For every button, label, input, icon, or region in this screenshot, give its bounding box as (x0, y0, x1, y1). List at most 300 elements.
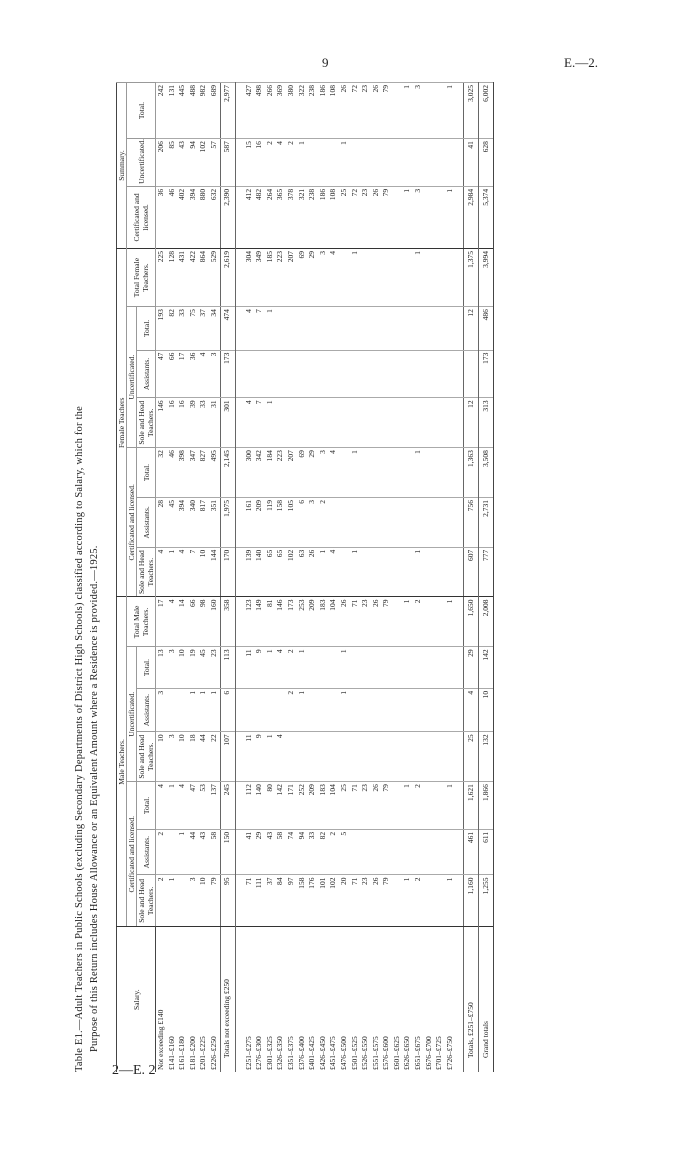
summary-uncert-header: Uncertificated. (127, 139, 156, 187)
value-cell: 123 (244, 597, 255, 647)
value-cell (445, 350, 456, 398)
value-cell: 112 (244, 782, 255, 830)
value-cell: 146 (275, 597, 286, 647)
value-cell: 79 (381, 875, 392, 927)
table-row (244, 83, 255, 1073)
value-cell: 1 (188, 688, 199, 732)
table-row (445, 83, 456, 1073)
value-cell: 47 (156, 350, 167, 398)
value-cell: 53 (198, 782, 209, 830)
value-cell: 186 (318, 83, 329, 139)
value-cell (413, 497, 424, 547)
value-cell (318, 398, 329, 448)
value-cell: 44 (198, 732, 209, 782)
value-cell: 756 (464, 497, 479, 547)
value-cell: 4 (198, 350, 209, 398)
value-cell (413, 829, 424, 875)
value-cell: 23 (360, 782, 371, 830)
value-cell: 1,866 (479, 782, 494, 830)
value-cell: 23 (360, 186, 371, 248)
value-cell: 26 (339, 597, 350, 647)
table-row (318, 83, 329, 1073)
value-cell (350, 350, 361, 398)
salary-cell: £351–£375 (286, 927, 297, 1072)
value-cell: 1 (318, 547, 329, 597)
table-row (360, 83, 371, 1073)
value-cell: 4 (244, 398, 255, 448)
value-cell: 66 (167, 350, 178, 398)
value-cell: 498 (254, 83, 265, 139)
value-cell: 173 (286, 597, 297, 647)
value-cell (177, 688, 188, 732)
value-cell: 23 (209, 647, 220, 688)
value-cell: 10 (156, 732, 167, 782)
value-cell: 6,002 (479, 83, 494, 139)
value-cell (392, 547, 403, 597)
value-cell: 300 (244, 448, 255, 498)
table-row (275, 83, 286, 1073)
value-cell: 46 (167, 186, 178, 248)
value-cell: 23 (360, 83, 371, 139)
value-cell: 128 (167, 249, 178, 307)
value-cell (371, 688, 382, 732)
value-cell (339, 732, 350, 782)
value-cell: 69 (297, 448, 308, 498)
value-cell (402, 448, 413, 498)
value-cell (434, 597, 445, 647)
value-cell (402, 829, 413, 875)
value-cell: 140 (254, 782, 265, 830)
salary-cell: £551–£575 (371, 927, 382, 1072)
value-cell: 7 (254, 307, 265, 351)
female-cert-total-header: Total. (137, 448, 156, 498)
value-cell (254, 688, 265, 732)
value-cell: 1 (297, 647, 308, 688)
value-cell: 10 (479, 688, 494, 732)
value-cell: 1 (445, 186, 456, 248)
value-cell: 171 (286, 782, 297, 830)
value-cell (424, 732, 435, 782)
value-cell (339, 497, 350, 547)
value-cell: 486 (479, 307, 494, 351)
value-cell (381, 688, 392, 732)
value-cell: 322 (297, 83, 308, 139)
male-teachers-header: Male Teachers. (117, 597, 127, 927)
value-cell (445, 829, 456, 875)
value-cell: 23 (360, 597, 371, 647)
value-cell: 25 (464, 732, 479, 782)
value-cell: 427 (244, 83, 255, 139)
value-cell (318, 307, 329, 351)
value-cell (167, 688, 178, 732)
value-cell: 529 (209, 249, 220, 307)
value-cell: 137 (209, 782, 220, 830)
salary-cell: £576–£600 (381, 927, 392, 1072)
value-cell: 1 (402, 782, 413, 830)
value-cell: 4 (244, 307, 255, 351)
value-cell: 33 (307, 829, 318, 875)
value-cell: 10 (177, 732, 188, 782)
page-number: 9 (322, 55, 329, 70)
value-cell (328, 398, 339, 448)
spacer-cell (455, 647, 464, 688)
value-cell: 7 (188, 547, 199, 597)
value-cell: 2 (156, 875, 167, 927)
value-cell: 10 (177, 647, 188, 688)
value-cell: 982 (198, 83, 209, 139)
value-cell (434, 350, 445, 398)
value-cell (381, 307, 392, 351)
value-cell: 369 (275, 83, 286, 139)
value-cell (381, 350, 392, 398)
spacer-cell (455, 927, 464, 1072)
value-cell: 5,374 (479, 186, 494, 248)
male-cert-total-header: Total. (137, 782, 156, 830)
value-cell (286, 350, 297, 398)
value-cell: 97 (286, 875, 297, 927)
value-cell: 628 (479, 139, 494, 187)
value-cell: 2 (413, 782, 424, 830)
value-cell (434, 782, 445, 830)
spacer-cell (455, 139, 464, 187)
title-line-2: Purpose of this Return includes House Allowance or an Equivalent Amount where a Residence is provided.—1925. (89, 545, 100, 1052)
value-cell: 98 (198, 597, 209, 647)
value-cell: 108 (328, 186, 339, 248)
value-cell (371, 497, 382, 547)
value-cell (286, 732, 297, 782)
value-cell: 380 (286, 83, 297, 139)
value-cell: 94 (188, 139, 199, 187)
spacer-cell (235, 307, 244, 351)
value-cell: 304 (244, 249, 255, 307)
value-cell: 1,375 (464, 249, 479, 307)
value-cell: 2 (286, 688, 297, 732)
footer-code: 2—E. 2 (112, 1063, 156, 1078)
value-cell: 10 (198, 875, 209, 927)
spacer-cell (235, 448, 244, 498)
value-cell (307, 350, 318, 398)
totals-row (464, 83, 479, 1073)
value-cell (445, 497, 456, 547)
salary-cell: £401–£425 (307, 927, 318, 1072)
value-cell: 26 (371, 782, 382, 830)
value-cell: 351 (209, 497, 220, 547)
value-cell (360, 732, 371, 782)
value-cell: 1 (297, 139, 308, 187)
value-cell: 2,008 (479, 597, 494, 647)
value-cell (424, 547, 435, 597)
value-cell: 7 (254, 398, 265, 448)
value-cell: 1 (413, 547, 424, 597)
value-cell (402, 398, 413, 448)
value-cell: 1 (167, 782, 178, 830)
salary-cell: £161–£180 (177, 927, 188, 1072)
value-cell: 1 (350, 547, 361, 597)
value-cell: 26 (339, 83, 350, 139)
value-cell: 17 (177, 350, 188, 398)
spacer-cell (235, 547, 244, 597)
value-cell (328, 647, 339, 688)
value-cell: 71 (350, 875, 361, 927)
value-cell (392, 139, 403, 187)
value-cell (177, 875, 188, 927)
value-cell: 3 (413, 83, 424, 139)
value-cell: 75 (188, 307, 199, 351)
value-cell (434, 249, 445, 307)
value-cell: 26 (371, 83, 382, 139)
value-cell (371, 829, 382, 875)
spacer-cell (235, 927, 244, 1072)
salary-cell: £601–£625 (392, 927, 403, 1072)
value-cell: 402 (177, 186, 188, 248)
table-row (424, 83, 435, 1073)
salary-cell: £326–£350 (275, 927, 286, 1072)
value-cell: 26 (307, 547, 318, 597)
value-cell: 36 (156, 186, 167, 248)
value-cell: 74 (286, 829, 297, 875)
value-cell: 365 (275, 186, 286, 248)
value-cell: 9 (254, 647, 265, 688)
value-cell (318, 647, 329, 688)
value-cell: 3,508 (479, 448, 494, 498)
value-cell (392, 249, 403, 307)
value-cell: 2,145 (220, 448, 235, 498)
value-cell (275, 688, 286, 732)
total-female-header: Total Female Teachers. (127, 249, 156, 307)
value-cell: 72 (350, 83, 361, 139)
value-cell: 158 (275, 497, 286, 547)
value-cell: 43 (198, 829, 209, 875)
value-cell: 31 (209, 398, 220, 448)
value-cell: 102 (328, 875, 339, 927)
table-row (434, 83, 445, 1073)
value-cell (328, 307, 339, 351)
value-cell (286, 307, 297, 351)
value-cell (424, 448, 435, 498)
value-cell: 183 (318, 782, 329, 830)
value-cell (275, 350, 286, 398)
value-cell: 340 (188, 497, 199, 547)
spacer-cell (455, 350, 464, 398)
table-title (72, 82, 102, 1072)
value-cell (445, 547, 456, 597)
value-cell: 71 (350, 597, 361, 647)
value-cell: 358 (220, 597, 235, 647)
value-cell (434, 186, 445, 248)
value-cell: 1 (167, 875, 178, 927)
value-cell (402, 688, 413, 732)
value-cell (413, 139, 424, 187)
female-cert-header: Certificated and licensed. (127, 448, 137, 597)
value-cell (413, 688, 424, 732)
value-cell (381, 448, 392, 498)
value-cell (434, 398, 445, 448)
value-cell (371, 398, 382, 448)
table-row (156, 83, 167, 1073)
value-cell: 349 (254, 249, 265, 307)
value-cell: 1 (209, 688, 220, 732)
table-body (156, 83, 494, 1073)
value-cell: 5 (339, 829, 350, 875)
value-cell (445, 448, 456, 498)
value-cell: 1,621 (464, 782, 479, 830)
value-cell: 3 (188, 875, 199, 927)
value-cell: 266 (265, 83, 276, 139)
value-cell: 71 (350, 782, 361, 830)
value-cell: 880 (198, 186, 209, 248)
salary-cell: £426–£450 (318, 927, 329, 1072)
value-cell: 43 (177, 139, 188, 187)
value-cell: 3 (167, 732, 178, 782)
spacer-cell (455, 782, 464, 830)
value-cell (424, 829, 435, 875)
spacer-cell (455, 83, 464, 139)
spacer-cell (235, 83, 244, 139)
value-cell (392, 186, 403, 248)
value-cell (265, 688, 276, 732)
value-cell: 394 (177, 497, 188, 547)
value-cell (413, 398, 424, 448)
value-cell (360, 647, 371, 688)
value-cell: 65 (265, 547, 276, 597)
value-cell: 4 (275, 732, 286, 782)
value-cell: 15 (244, 139, 255, 187)
table-row (265, 83, 276, 1073)
value-cell (424, 688, 435, 732)
value-cell: 12 (464, 307, 479, 351)
value-cell (392, 398, 403, 448)
value-cell (392, 782, 403, 830)
value-cell: 245 (220, 782, 235, 830)
value-cell (424, 782, 435, 830)
value-cell: 139 (244, 547, 255, 597)
value-cell (360, 497, 371, 547)
value-cell: 102 (198, 139, 209, 187)
value-cell (265, 350, 276, 398)
salary-cell: Not exceeding £140 (156, 927, 167, 1072)
spacer-row (455, 83, 464, 1073)
value-cell: 422 (188, 249, 199, 307)
value-cell (434, 139, 445, 187)
value-cell (275, 398, 286, 448)
salary-cell: £201–£225 (198, 927, 209, 1072)
value-cell: 2 (265, 139, 276, 187)
spacer-cell (455, 307, 464, 351)
salary-cell: £376–£400 (297, 927, 308, 1072)
table-row (381, 83, 392, 1073)
salary-cell: Totals not exceeding £250 (220, 927, 235, 1072)
value-cell: 4 (167, 597, 178, 647)
value-cell: 33 (198, 398, 209, 448)
table-row (307, 83, 318, 1073)
female-cert-sole-header: Sole and Head Teachers. (137, 547, 156, 597)
value-cell: 225 (156, 249, 167, 307)
value-cell: 108 (328, 83, 339, 139)
value-cell: 26 (371, 186, 382, 248)
value-cell: 238 (307, 186, 318, 248)
value-cell (445, 398, 456, 448)
value-cell (381, 829, 392, 875)
value-cell: 140 (254, 547, 265, 597)
value-cell: 1,255 (479, 875, 494, 927)
male-uncert-sole-header: Sole and Head Teachers. (137, 732, 156, 782)
value-cell: 1,650 (464, 597, 479, 647)
value-cell (318, 139, 329, 187)
value-cell: 4 (177, 547, 188, 597)
value-cell: 22 (209, 732, 220, 782)
value-cell: 1 (265, 398, 276, 448)
value-cell: 3 (209, 350, 220, 398)
summary-cert-header: Certificated and licensed. (127, 186, 156, 248)
value-cell: 1 (167, 547, 178, 597)
value-cell: 488 (188, 83, 199, 139)
spacer-cell (455, 398, 464, 448)
value-cell: 111 (254, 875, 265, 927)
value-cell: 4 (275, 647, 286, 688)
value-cell: 16 (177, 398, 188, 448)
value-cell: 2 (413, 597, 424, 647)
value-cell: 209 (307, 782, 318, 830)
spacer-cell (235, 829, 244, 875)
value-cell: 29 (307, 249, 318, 307)
value-cell (350, 732, 361, 782)
value-cell (339, 350, 350, 398)
table-row (177, 83, 188, 1073)
spacer-cell (235, 732, 244, 782)
value-cell (371, 547, 382, 597)
value-cell (413, 307, 424, 351)
value-cell (392, 829, 403, 875)
value-cell: 71 (244, 875, 255, 927)
table-row (339, 83, 350, 1073)
value-cell (328, 497, 339, 547)
female-uncert-total-header: Total. (137, 307, 156, 351)
spacer-cell (455, 597, 464, 647)
table-row (328, 83, 339, 1073)
value-cell (413, 350, 424, 398)
value-cell: 193 (156, 307, 167, 351)
value-cell: 29 (307, 448, 318, 498)
value-cell: 173 (479, 350, 494, 398)
value-cell (339, 398, 350, 448)
value-cell: 79 (381, 597, 392, 647)
value-cell (328, 688, 339, 732)
value-cell: 1 (402, 597, 413, 647)
value-cell: 142 (275, 782, 286, 830)
value-cell (464, 350, 479, 398)
title-line-1: Table E1.—Adult Teachers in Public Schools (excluding Secondary Departments of District High Schools) classified according to Salary, which for the (74, 406, 85, 1072)
table-row (188, 83, 199, 1073)
value-cell: 12 (464, 398, 479, 448)
spacer-cell (235, 350, 244, 398)
value-cell (371, 249, 382, 307)
value-cell: 3 (318, 448, 329, 498)
value-cell: 777 (479, 547, 494, 597)
value-cell (360, 398, 371, 448)
value-cell: 186 (318, 186, 329, 248)
salary-cell: £251–£275 (244, 927, 255, 1072)
value-cell (424, 875, 435, 927)
value-cell: 264 (265, 186, 276, 248)
value-cell (434, 83, 445, 139)
value-cell (424, 186, 435, 248)
value-cell (339, 307, 350, 351)
value-cell: 611 (479, 829, 494, 875)
value-cell: 17 (156, 597, 167, 647)
value-cell (381, 139, 392, 187)
value-cell (402, 139, 413, 187)
table-row (198, 83, 209, 1073)
